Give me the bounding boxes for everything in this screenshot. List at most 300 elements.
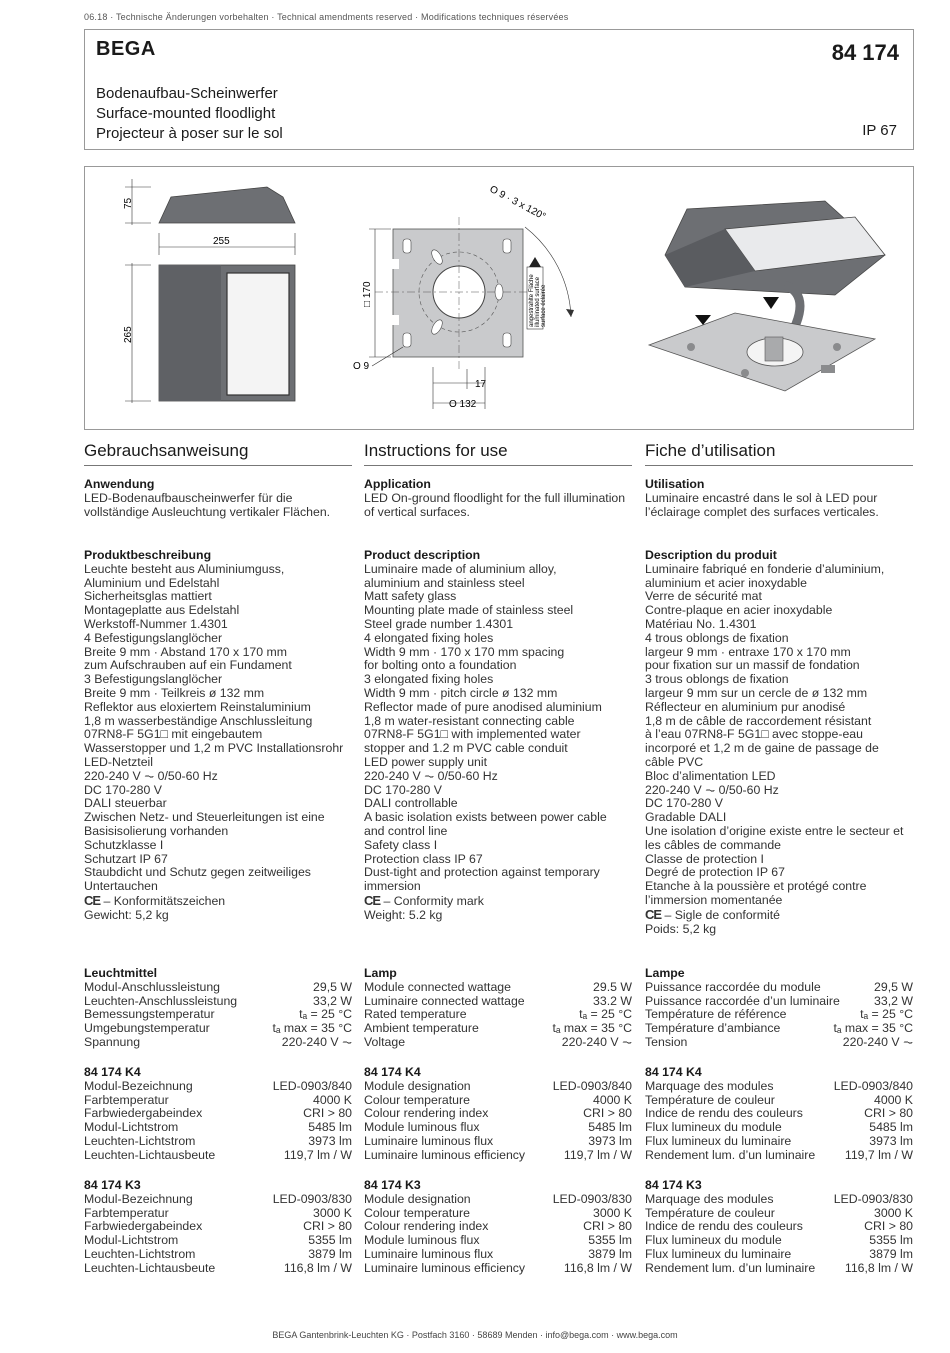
spec-row — [84, 1220, 352, 1234]
description-line: incorporé et 1,2 m de gaine de passage de — [645, 741, 879, 756]
spec-label: Température de couleur — [645, 1092, 775, 1107]
spec-label: Colour rendering index — [364, 1106, 489, 1121]
conformity-line — [364, 894, 632, 909]
conformity-line — [645, 908, 913, 923]
spec-label: Flux lumineux du luminaire — [645, 1133, 792, 1148]
description-line: Degré de protection IP 67 — [645, 865, 785, 880]
spec-row — [364, 1107, 632, 1121]
lamp-section-title: Leuchtmittel — [84, 966, 158, 980]
description-line: pour fixation sur un massif de fondation — [645, 658, 860, 673]
conformity-text: – Conformity mark — [380, 893, 484, 908]
dim-265: 265 — [123, 326, 134, 343]
dim-holes: O 9 · 3 x 120° — [487, 183, 548, 223]
description-line: Staubdicht und Schutz gegen zeitweiliges — [84, 865, 311, 880]
description-line: DC 170-280 V — [364, 782, 442, 797]
spec-row — [84, 1135, 352, 1149]
dim-255: 255 — [213, 236, 230, 247]
application-text: LED-Bodenaufbauscheinwerfer für die — [84, 490, 293, 505]
spec-label: Spannung — [84, 1034, 141, 1049]
drawing-svg — [85, 167, 915, 431]
description-line: Breite 9 mm · Teilkreis ø 132 mm — [84, 685, 265, 700]
spec-value: 5355 lm — [869, 1233, 913, 1248]
ce-mark-icon: CE — [645, 906, 662, 922]
spec-value: 33,2 W — [313, 993, 352, 1008]
application-title: Utilisation — [645, 477, 705, 491]
spec-label: Ambient temperature — [364, 1021, 479, 1036]
spec-value: tₐ = 25 °C — [579, 1007, 632, 1022]
spec-value: 220-240 V ⏦ — [842, 1034, 913, 1049]
spec-value: 3879 lm — [588, 1246, 632, 1261]
spec-value: 119,7 lm / W — [563, 1147, 632, 1162]
description-line: Width 9 mm · pitch circle ø 132 mm — [364, 685, 558, 700]
description-line: Montageplatte aus Edelstahl — [84, 603, 240, 618]
description-line: 220-240 V ⏦ 0/50-60 Hz — [84, 768, 218, 783]
spec-value: CRI > 80 — [864, 1219, 913, 1234]
spec-row — [84, 1234, 352, 1248]
description-line: câble PVC — [645, 754, 704, 769]
description-line: Zwischen Netz- und Steuerleitungen ist eine — [84, 810, 325, 825]
description-line: largeur 9 mm · entraxe 170 x 170 mm — [645, 644, 851, 659]
spec-value: 116,8 lm / W — [844, 1260, 913, 1275]
column-heading: Fiche d’utilisation — [645, 440, 913, 466]
spec-row — [645, 1094, 913, 1108]
k3-section — [364, 1179, 632, 1276]
description-line: DC 170-280 V — [84, 782, 162, 797]
spec-value: 5355 lm — [308, 1233, 352, 1248]
article-number: 84 174 — [831, 40, 899, 65]
spec-value: 220-240 V ⏦ — [281, 1034, 352, 1049]
description-line: DALI steuerbar — [84, 796, 167, 811]
lamp-section — [645, 967, 913, 1050]
description-line: Aluminium und Edelstahl — [84, 575, 220, 590]
spec-value: LED-0903/840 — [272, 1078, 352, 1093]
weight-line: Weight: 5.2 kg — [364, 907, 443, 922]
description-line: 1,8 m de câble de raccordement résistant — [645, 713, 872, 728]
description-line: 3 Befestigungslanglöcher — [84, 672, 223, 687]
spec-row — [364, 1234, 632, 1248]
column-heading: Gebrauchsanweisung — [84, 440, 352, 466]
description-line: LED-Netzteil — [84, 754, 154, 769]
spec-row — [364, 1121, 632, 1135]
spec-label: Module connected wattage — [364, 979, 511, 994]
application-section — [645, 478, 913, 519]
description-line: Leuchte besteht aus Aluminiumguss, — [84, 561, 285, 576]
spec-value: 33,2 W — [874, 993, 913, 1008]
description-line: Classe de protection I — [645, 851, 764, 866]
spec-label: Tension — [645, 1034, 688, 1049]
description-line: Schutzart IP 67 — [84, 851, 168, 866]
spec-row — [645, 1080, 913, 1094]
spec-value: 116,8 lm / W — [563, 1260, 632, 1275]
spec-row — [645, 1149, 913, 1163]
application-text: of vertical surfaces. — [364, 504, 470, 519]
description-section — [645, 549, 913, 936]
spec-row — [364, 1149, 632, 1163]
spec-row — [364, 1008, 632, 1022]
spec-label: Température de référence — [645, 1007, 787, 1022]
description-line: 3 elongated fixing holes — [364, 672, 494, 687]
description-line: Luminaire fabriqué en fonderie d’aluminium, — [645, 561, 885, 576]
spec-label: Leuchten-Lichtstrom — [84, 1133, 196, 1148]
description-line: Contre-plaque en acier inoxydable — [645, 603, 833, 618]
lamp-section-title: Lamp — [364, 966, 397, 980]
spec-label: Modul-Bezeichnung — [84, 1078, 193, 1093]
k4-section-title: 84 174 K4 — [645, 1065, 702, 1079]
description-line: Wasserstopper und 1,2 m PVC Installationsrohr — [84, 741, 344, 756]
spec-row — [364, 1262, 632, 1276]
description-line: Untertauchen — [84, 879, 158, 894]
conformity-text: – Sigle de conformité — [661, 907, 780, 922]
spec-label: Umgebungstemperatur — [84, 1021, 210, 1036]
spec-label: Modul-Bezeichnung — [84, 1191, 193, 1206]
description-line: à l’eau 07RN8-F 5G1□ avec stoppe-eau — [645, 727, 863, 742]
spec-row — [364, 1135, 632, 1149]
description-line: Matériau No. 1.4301 — [645, 616, 757, 631]
side-view — [123, 179, 295, 255]
spec-row — [84, 981, 352, 995]
description-line: l’immersion momentanée — [645, 892, 783, 907]
spec-row — [364, 1193, 632, 1207]
spec-label: Colour rendering index — [364, 1219, 489, 1234]
spec-value: 3973 lm — [308, 1133, 352, 1148]
application-text: Luminaire encastré dans le sol à LED pour — [645, 490, 878, 505]
spec-value: 5485 lm — [869, 1120, 913, 1135]
description-line: Etanche à la poussière et protégé contre — [645, 879, 867, 894]
description-line: LED power supply unit — [364, 754, 488, 769]
spec-row — [645, 1234, 913, 1248]
footer-address: BEGA Gantenbrink-Leuchten KG · Postfach 3160 · 58689 Menden · info@bega.com · www.bega.com — [272, 1330, 678, 1340]
spec-label: Module luminous flux — [364, 1120, 480, 1135]
spec-value: 5485 lm — [588, 1120, 632, 1135]
spec-value: 3973 lm — [588, 1133, 632, 1148]
description-line: DALI controllable — [364, 796, 458, 811]
spec-label: Marquage des modules — [645, 1078, 774, 1093]
spec-row — [645, 1248, 913, 1262]
svg-text:illuminated surface: illuminated surface — [535, 276, 541, 327]
spec-row — [364, 995, 632, 1009]
conformity-text: – Konformitätszeichen — [100, 893, 226, 908]
spec-label: Farbtemperatur — [84, 1205, 169, 1220]
spec-label: Luminaire luminous flux — [364, 1133, 494, 1148]
spec-row — [84, 1207, 352, 1221]
description-line: 3 trous oblongs de fixation — [645, 672, 789, 687]
ce-mark-icon: CE — [364, 892, 381, 908]
column-heading: Instructions for use — [364, 440, 632, 466]
spec-row — [84, 1262, 352, 1276]
svg-text:surface éclairée: surface éclairée — [541, 284, 547, 327]
spec-value: tₐ max = 35 °C — [552, 1021, 632, 1036]
spec-row — [364, 1022, 632, 1036]
spec-row — [84, 1149, 352, 1163]
description-section — [364, 549, 632, 923]
spec-label: Luminaire luminous efficiency — [364, 1147, 526, 1162]
spec-label: Puissance raccordée d’un luminaire — [645, 993, 840, 1008]
spec-value: LED-0903/830 — [833, 1191, 913, 1206]
description-line: Width 9 mm · 170 x 170 mm spacing — [364, 644, 565, 659]
k4-section — [645, 1066, 913, 1163]
description-line: 4 Befestigungslanglöcher — [84, 630, 223, 645]
spec-label: Modul-Anschlussleistung — [84, 979, 221, 994]
spec-label: Rendement lum. d’un luminaire — [645, 1260, 816, 1275]
description-line: les câbles de commande — [645, 837, 782, 852]
spec-value: 29,5 W — [313, 979, 352, 994]
description-line: 220-240 V ⏦ 0/50-60 Hz — [364, 768, 498, 783]
svg-text:angestrahlte Fläche: angestrahlte Fläche — [529, 274, 535, 327]
spec-value: LED-0903/830 — [552, 1191, 632, 1206]
description-line: Matt safety glass — [364, 589, 457, 604]
description-line: Breite 9 mm · Abstand 170 x 170 mm — [84, 644, 287, 659]
description-line: stopper and 1.2 m PVC cable conduit — [364, 741, 568, 756]
dim-o132: O 132 — [449, 399, 477, 410]
description-line: Reflektor aus eloxiertem Reinstaluminium — [84, 699, 311, 714]
lamp-section — [84, 967, 352, 1050]
spec-row — [645, 1262, 913, 1276]
spec-value: 119,7 lm / W — [844, 1147, 913, 1162]
title-fr: Projecteur à poser sur le sol — [96, 125, 283, 142]
description-line: Verre de sécurité mat — [645, 589, 762, 604]
description-line: 07RN8-F 5G1□ mit eingebautem — [84, 727, 263, 742]
description-line: 4 trous oblongs de fixation — [645, 630, 789, 645]
spec-value: LED-0903/830 — [272, 1191, 352, 1206]
spec-label: Indice de rendu des couleurs — [645, 1219, 803, 1234]
spec-value: LED-0903/840 — [552, 1078, 632, 1093]
description-line: Werkstoff-Nummer 1.4301 — [84, 616, 228, 631]
spec-row — [364, 1220, 632, 1234]
description-line: DC 170-280 V — [645, 796, 723, 811]
dim-170: □ 170 — [362, 281, 373, 307]
spec-row — [645, 1135, 913, 1149]
spec-row — [84, 1248, 352, 1262]
spec-value: 116,8 lm / W — [283, 1260, 352, 1275]
spec-label: Puissance raccordée du module — [645, 979, 821, 994]
description-line: Gradable DALI — [645, 810, 727, 825]
spec-row — [84, 1036, 352, 1050]
spec-value: 33.2 W — [593, 993, 632, 1008]
description-line: 4 elongated fixing holes — [364, 630, 494, 645]
spec-row — [645, 981, 913, 995]
application-title: Application — [364, 477, 431, 491]
brand-logo: BEGA — [96, 38, 156, 60]
spec-label: Farbwiedergabeindex — [84, 1106, 203, 1121]
spec-label: Rated temperature — [364, 1007, 467, 1022]
description-line: Sicherheitsglas mattiert — [84, 589, 212, 604]
spec-value: CRI > 80 — [303, 1219, 352, 1234]
conformity-line — [84, 894, 352, 909]
weight-line: Gewicht: 5,2 kg — [84, 907, 169, 922]
spec-label: Module designation — [364, 1191, 471, 1206]
ce-mark-icon: CE — [84, 892, 101, 908]
spec-value: tₐ = 25 °C — [299, 1007, 352, 1022]
spec-row — [84, 1107, 352, 1121]
k3-section-title: 84 174 K3 — [364, 1178, 421, 1192]
spec-label: Flux lumineux du luminaire — [645, 1246, 792, 1261]
spec-value: 3000 K — [593, 1205, 632, 1220]
k3-section-title: 84 174 K3 — [84, 1178, 141, 1192]
spec-label: Modul-Lichtstrom — [84, 1120, 179, 1135]
spec-value: 3973 lm — [869, 1133, 913, 1148]
spec-row — [645, 1220, 913, 1234]
spec-label: Indice de rendu des couleurs — [645, 1106, 803, 1121]
description-line: Protection class IP 67 — [364, 851, 483, 866]
spec-label: Flux lumineux du module — [645, 1120, 782, 1135]
installation-illustration — [649, 201, 885, 391]
spec-row — [84, 1094, 352, 1108]
k3-section-title: 84 174 K3 — [645, 1178, 702, 1192]
spec-value: CRI > 80 — [583, 1106, 632, 1121]
dim-17: 17 — [475, 379, 487, 390]
title-en: Surface-mounted floodlight — [96, 105, 276, 122]
dim-75: 75 — [123, 197, 134, 209]
spec-value: 119,7 lm / W — [283, 1147, 352, 1162]
spec-value: LED-0903/840 — [833, 1078, 913, 1093]
spec-value: CRI > 80 — [583, 1219, 632, 1234]
spec-value: 3879 lm — [869, 1246, 913, 1261]
spec-row — [84, 1008, 352, 1022]
spec-label: Température d’ambiance — [645, 1021, 781, 1036]
description-line: Mounting plate made of stainless steel — [364, 603, 574, 618]
spec-value: 29.5 W — [593, 979, 632, 994]
application-title: Anwendung — [84, 477, 155, 491]
spec-label: Colour temperature — [364, 1205, 470, 1220]
description-line: Basisisolierung vorhanden — [84, 823, 229, 838]
product-titles — [96, 84, 283, 144]
amendments-note: 06.18 · Technische Änderungen vorbehalten · Technical amendments reserved · Modifications techniques réservées — [84, 12, 569, 22]
spec-row — [364, 1207, 632, 1221]
description-line: immersion — [364, 879, 421, 894]
spec-row — [84, 995, 352, 1009]
spec-value: 5485 lm — [308, 1120, 352, 1135]
spec-label: Leuchten-Lichtstrom — [84, 1246, 196, 1261]
spec-value: tₐ = 25 °C — [860, 1007, 913, 1022]
spec-row — [645, 1022, 913, 1036]
spec-label: Leuchten-Anschlussleistung — [84, 993, 238, 1008]
application-text: vollständige Ausleuchtung vertikaler Flächen. — [84, 504, 331, 519]
description-title: Product description — [364, 548, 481, 562]
description-line: largeur 9 mm sur un cercle de ø 132 mm — [645, 685, 868, 700]
description-line: A basic isolation exists between power cable — [364, 810, 607, 825]
spec-row — [645, 1207, 913, 1221]
spec-row — [645, 1107, 913, 1121]
spec-row — [84, 1193, 352, 1207]
spec-value: tₐ max = 35 °C — [272, 1021, 352, 1036]
spec-label: Luminaire luminous flux — [364, 1246, 494, 1261]
spec-value: 3000 K — [313, 1205, 352, 1220]
description-line: Steel grade number 1.4301 — [364, 616, 514, 631]
spec-label: Rendement lum. d’un luminaire — [645, 1147, 816, 1162]
description-title: Produktbeschreibung — [84, 548, 212, 562]
description-line: 07RN8-F 5G1□ with implemented water — [364, 727, 581, 742]
spec-label: Luminaire connected wattage — [364, 993, 525, 1008]
description-line: aluminium and stainless steel — [364, 575, 525, 590]
spec-row — [645, 1036, 913, 1050]
lamp-section — [364, 967, 632, 1050]
k3-section — [645, 1179, 913, 1276]
dim-o9: O 9 — [353, 361, 370, 372]
spec-row — [364, 1094, 632, 1108]
spec-row — [364, 1248, 632, 1262]
title-de: Bodenaufbau-Scheinwerfer — [96, 85, 278, 102]
description-line: Bloc d’alimentation LED — [645, 768, 776, 783]
application-text: LED On-ground floodlight for the full illumination — [364, 490, 626, 505]
spec-label: Colour temperature — [364, 1092, 470, 1107]
spec-row — [645, 995, 913, 1009]
spec-label: Farbtemperatur — [84, 1092, 169, 1107]
spec-label: Flux lumineux du module — [645, 1233, 782, 1248]
spec-row — [84, 1080, 352, 1094]
k4-section-title: 84 174 K4 — [84, 1065, 141, 1079]
illuminated-surface-label — [527, 257, 547, 329]
column-en — [364, 440, 632, 1275]
header-box — [84, 29, 914, 150]
lamp-section-title: Lampe — [645, 966, 685, 980]
description-line: Reflector made of pure anodised aluminium — [364, 699, 602, 714]
ip-rating: IP 67 — [862, 122, 897, 139]
description-line: and control line — [364, 823, 448, 838]
k3-section — [84, 1179, 352, 1276]
spec-row — [364, 1080, 632, 1094]
description-line: 1,8 m wasserbeständige Anschlussleitung — [84, 713, 313, 728]
spec-value: 4000 K — [874, 1092, 913, 1107]
spec-value: 29,5 W — [874, 979, 913, 994]
application-section — [364, 478, 632, 519]
spec-row — [364, 1036, 632, 1050]
spec-label: Température de couleur — [645, 1205, 775, 1220]
description-line: Dust-tight and protection against temporary — [364, 865, 600, 880]
spec-label: Module luminous flux — [364, 1233, 480, 1248]
spec-value: CRI > 80 — [303, 1106, 352, 1121]
spec-value: tₐ max = 35 °C — [833, 1021, 913, 1036]
description-title: Description du produit — [645, 548, 777, 562]
description-line: 1,8 m water-resistant connecting cable — [364, 713, 575, 728]
weight-line: Poids: 5,2 kg — [645, 921, 717, 936]
spec-row — [645, 1193, 913, 1207]
column-fr — [645, 440, 913, 1275]
application-section — [84, 478, 352, 519]
spec-row — [364, 981, 632, 995]
spec-value: CRI > 80 — [864, 1106, 913, 1121]
description-line: Une isolation d’origine existe entre le secteur et — [645, 823, 904, 838]
spec-label: Marquage des modules — [645, 1191, 774, 1206]
spec-label: Modul-Lichtstrom — [84, 1233, 179, 1248]
description-line: aluminium et acier inoxydable — [645, 575, 807, 590]
spec-value: 4000 K — [593, 1092, 632, 1107]
description-line: 220-240 V ⏦ 0/50-60 Hz — [645, 782, 779, 797]
spec-value: 5355 lm — [588, 1233, 632, 1248]
spec-label: Leuchten-Lichtausbeute — [84, 1260, 216, 1275]
spec-row — [84, 1022, 352, 1036]
spec-label: Luminaire luminous efficiency — [364, 1260, 526, 1275]
front-view — [123, 263, 295, 403]
column-de — [84, 440, 352, 1275]
spec-row — [84, 1121, 352, 1135]
spec-value: 3000 K — [874, 1205, 913, 1220]
spec-label: Bemessungstemperatur — [84, 1007, 215, 1022]
technical-drawing — [84, 166, 914, 430]
k4-section — [84, 1066, 352, 1163]
description-line: zum Aufschrauben auf ein Fundament — [84, 658, 292, 673]
k4-section — [364, 1066, 632, 1163]
description-line: Luminaire made of aluminium alloy, — [364, 561, 557, 576]
spec-label: Module designation — [364, 1078, 471, 1093]
spec-value: 220-240 V ⏦ — [561, 1034, 632, 1049]
description-section — [84, 549, 352, 923]
spec-row — [645, 1121, 913, 1135]
spec-value: 4000 K — [313, 1092, 352, 1107]
spec-value: 3879 lm — [308, 1246, 352, 1261]
description-line: Schutzklasse I — [84, 837, 164, 852]
spec-label: Farbwiedergabeindex — [84, 1219, 203, 1234]
spec-label: Voltage — [364, 1034, 406, 1049]
